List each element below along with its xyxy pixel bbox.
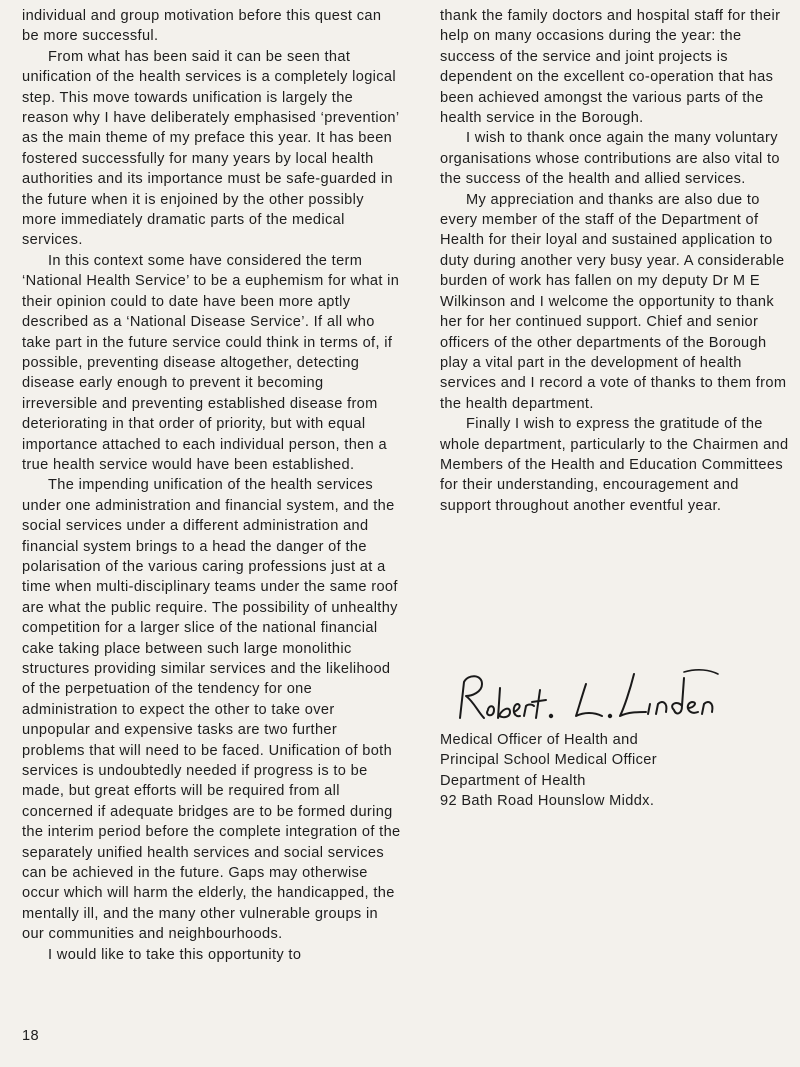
paragraph: My appreciation and thanks are also due to every member of the staff of the Department of Health for their loyal and sustained application to duty during another very busy year. A considerable burden of work has fallen on my deputy Dr M E Wilkinson and I welcome the opportunity to thank her for her continued support. Chief and senior officers of the other departments of the Borough play a vital part in the development of health services and I record a vote of thanks to them from the health department.: [440, 191, 787, 412]
paragraph: The impending unification of the health services under one administration and financial system, and the social services under a different administration and financial system brings to a head the danger of the polarisation of the various caring professions just at a time when multi-disciplinary teams under the same roof are what the public require. The possibility of unhealthy competition for a larger slice of the national financial cake taking place between such large monolithic structures providing similar services and the likelihood of the perpetuation of the tendency for one administration to expect the other to take over unpopular and expensive tasks are two further problems that will need to be faced. Unification of both services is undoubtedly needed if progress is to be made, but great efforts will be required from all concerned if adequate bridges are to be formed during the interim period before the complete integration of the separately unified health services and social services can be achieved in the future. Gaps may otherwise occur which will harm the elderly, the handicapped, the mentally ill, and the many other vulnerable groups in our communities and neighbourhoods.: [22, 477, 401, 943]
left-column: [22, 6, 402, 965]
paragraph: In this context some have considered the term ‘National Health Service’ to be a euphemism for what in their opinion could to date have been more aptly described as a ‘National Disease Service’. If all who take part in the future service could think in terms of, if possible, preventing disease altogether, detecting disease early enough to prevent it becoming irreversible and preventing established disease from deteriorating in that order of priority, but with equal importance attached to each individual person, then a true health service would have been established.: [22, 252, 400, 473]
paragraph: individual and group motivation before this quest can be more successful.: [22, 8, 382, 45]
paragraph: I wish to thank once again the many voluntary organisations whose contributions are also vital to the success of the health and allied services.: [440, 130, 780, 188]
paragraph: I would like to take this opportunity to: [48, 946, 302, 963]
paragraph: Finally I wish to express the gratitude of the whole department, particularly to the Chairmen and Members of the Health and Education Committees for their understanding, encouragement and support throughout another eventful year.: [440, 416, 789, 514]
address-line: Medical Officer of Health and: [440, 732, 639, 748]
address-line: 92 Bath Road Hounslow Middx.: [440, 793, 655, 810]
page-number: 18: [22, 1028, 39, 1044]
address-line: Department of Health: [440, 772, 586, 789]
handwritten-signature: [448, 660, 768, 730]
address: [440, 730, 780, 812]
signature-block: [440, 660, 780, 812]
right-column: [440, 6, 794, 516]
paragraph: thank the family doctors and hospital staff for their help on many occasions during the year: the success of the service and joint projects is dependent on the excellent co-operation that has been achieved amongst the various parts of the health service in the Borough.: [440, 8, 781, 127]
paragraph: From what has been said it can be seen that unification of the health services is a completely logical step. This move towards unification is largely the reason why I have deliberately emphasised ‘prevention’ as the main theme of my preface this year. It has been fostered successfully for many years by local health authorities and its importance must be safe-guarded in the future when it is enjoined by the other possibly more immediately dramatic parts of the medical services.: [22, 48, 399, 249]
address-line: Principal School Medical Officer: [440, 752, 657, 769]
